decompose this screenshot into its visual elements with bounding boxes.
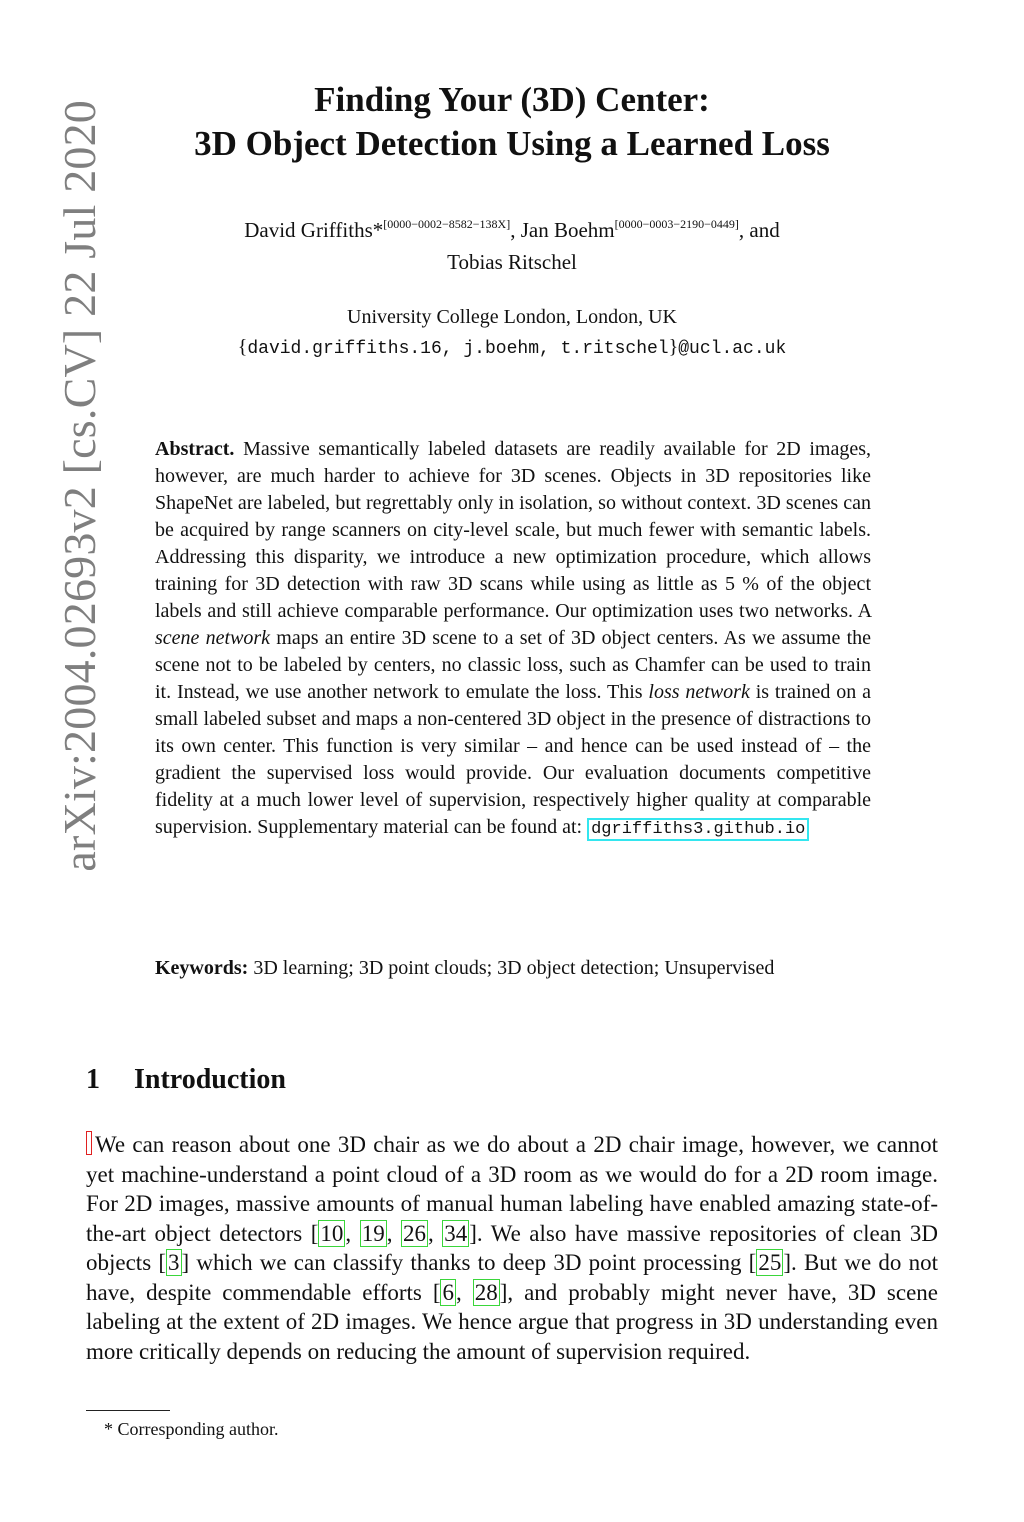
introduction-paragraph [86,1130,938,1366]
citation-19[interactable]: 19 [361,1220,385,1246]
intro-text-5: ], and probably might never have, 3D scene labeling at the extent of 2D images. We hence argue that progress in 3D understanding even more critically depends on reducing the amount of supervision required. [86,1279,939,1364]
footnote-rule [86,1410,170,1411]
citation-6[interactable]: 6 [442,1279,454,1305]
citation-separator: , [386,1220,401,1246]
paper-title-line-2: 3D Object Detection Using a Learned Loss [194,124,830,163]
footnote-mark: * [104,1419,113,1439]
abstract-label: Abstract. [155,438,235,460]
citation-10[interactable]: 10 [320,1220,344,1246]
orcid-boehm: [0000−0003−2190−0449] [614,217,739,231]
author-boehm: , Jan Boehm [510,218,615,242]
abstract-text-3: is trained on a small labeled subset and maps a non-centered 3D object in the presence of distractions to its own center. This function is very similar – and hence can be used instead of – the gradient the supervised loss would provide. Our evaluation documents competitive fidelity at a much lower level of supervision, respectively higher quality at comparable supervision. Supplementary material can be found at: [155,681,872,838]
intro-text-2: ]. We also have massive repositories of clean 3D objects [ [86,1220,939,1275]
email-brace-close: } [668,336,679,358]
abstract-text-1: Massive semantically labeled datasets are readily available for 2D images, however, are much harder to achieve for 3D scenes. Objects in 3D repositories like ShapeNet are labeled, but regrettably only in isolation, so without context. 3D scenes can be acquired by range scanners on city-level scale, but much fewer with semantic labels. Addressing this disparity, we introduce a new optimization procedure, which allows training for 3D detection with raw 3D scans while using as little as 5 % of the object labels and still achieve comparable performance. Our optimization uses two networks. A [155,438,871,622]
citation-3[interactable]: 3 [168,1250,180,1275]
section-title: Introduction [134,1064,286,1095]
keywords [155,955,871,982]
email-domain: @ucl.ac.uk [678,339,787,359]
term-scene-network: scene network [155,627,271,649]
section-heading-introduction [86,1060,286,1100]
author-ritschel: Tobias Ritschel [447,250,577,274]
keywords-text: 3D learning; 3D point clouds; 3D object detection; Unsupervised [253,957,775,979]
term-loss-network: loss network [648,681,750,703]
footnote-text: Corresponding author. [113,1419,279,1439]
abstract [155,436,871,843]
arxiv-identifier: arXiv:2004.02693v2 [cs.CV] 22 Jul 2020 [54,100,105,872]
orcid-griffiths: [0000−0002−8582−138X] [383,217,511,231]
institution: University College London, London, UK [347,306,677,328]
intro-text-3: ] which we can classify thanks to deep 3D point processing [ [181,1250,757,1275]
paper-title-line-1: Finding Your (3D) Center: [314,80,710,119]
author-separator: , and [738,218,780,242]
citation-separator: , [345,1220,360,1246]
supplementary-link[interactable]: dgriffiths3.github.io [587,818,809,841]
citation-34[interactable]: 34 [444,1220,468,1246]
citation-26[interactable]: 26 [402,1220,426,1246]
email-brace-open: { [237,336,248,358]
change-marker-icon [86,1131,92,1155]
intro-text-1: We can reason about one 3D chair as we do about a 2D chair image, however, we cannot yet machine-understand a point cloud of a 3D room as we would do for a 2D room image. For 2D images, massive amounts of manual human labeling have enabled amazing state-of-the-art object detectors [ [86,1132,938,1246]
keywords-label: Keywords: [155,957,249,979]
author-griffiths: David Griffiths* [244,218,384,242]
author-emails [80,332,944,364]
citation-28[interactable]: 28 [474,1279,498,1305]
citation-separator: , [455,1279,473,1305]
email-users: david.griffiths.16, j.boehm, t.ritschel [247,339,669,359]
footnote [104,1416,278,1442]
author-line-1 [80,214,944,246]
intro-text-4: ]. But we do not have, despite commendable efforts [ [86,1250,938,1305]
author-list [80,214,944,278]
abstract-text-2: maps an entire 3D scene to a set of 3D object centers. As we assume the scene not to be labeled by centers, no classic loss, such as Chamfer can be used to train it. Instead, we use another network to emulate the loss. This [155,627,872,703]
affiliation-block [80,302,944,364]
citation-separator: , [427,1220,443,1246]
citation-25[interactable]: 25 [758,1250,782,1275]
section-number: 1 [86,1064,100,1095]
